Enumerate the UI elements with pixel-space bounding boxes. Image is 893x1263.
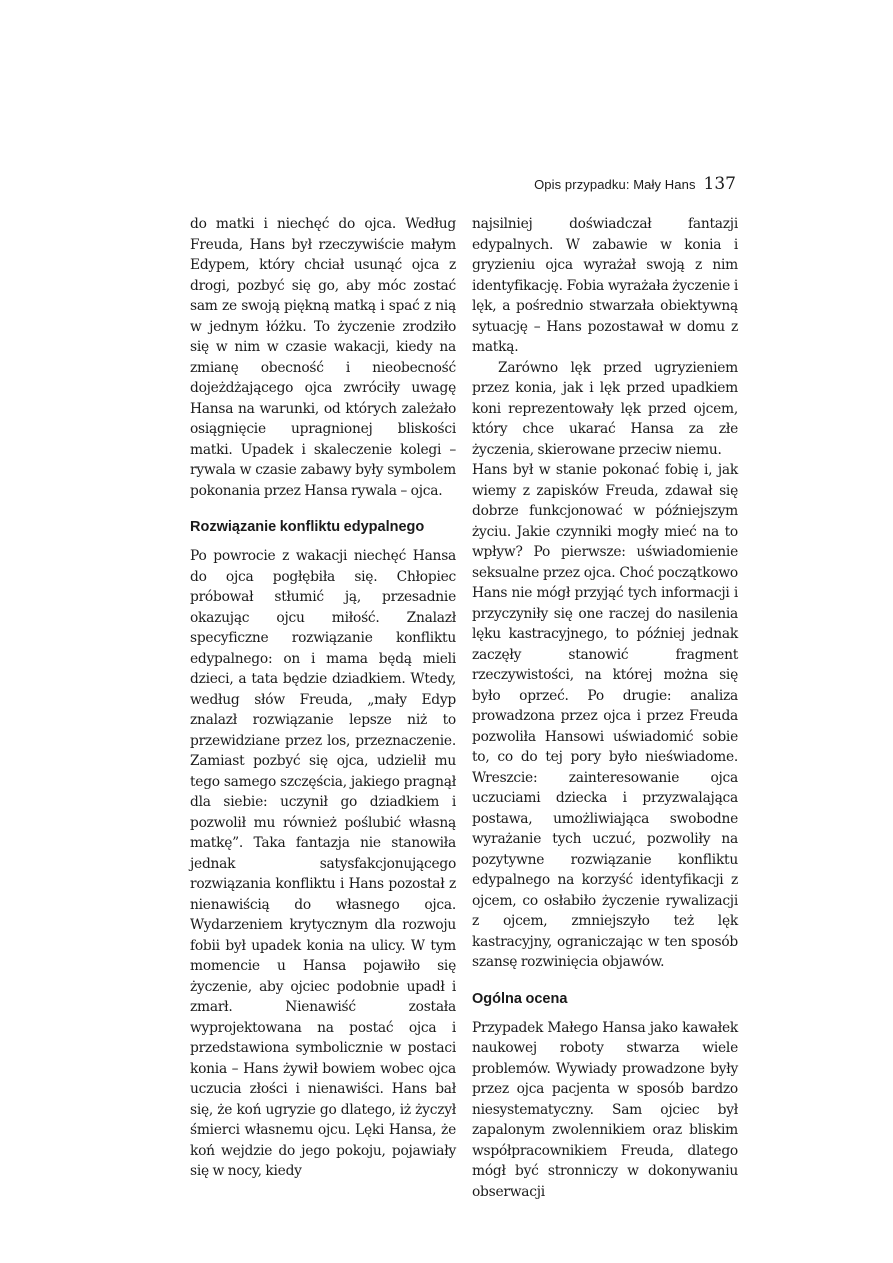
left-column [190, 214, 456, 1182]
paragraph: Po powrocie z wakacji niechęć Hansa do ojca pogłębiła się. Chłopiec próbował stłumić ją, przesadnie okazując ojcu miłość. Znalazł specyficzne rozwiązanie konfliktu edypalnego: on i mama będą mieli dzieci, a tata będzie dziadkiem. Wtedy, według słów Freuda, „mały Edyp znalazł rozwiązanie lepsze niż to przewidziane przez los, przeznaczenie. Zamiast pozbyć się ojca, udzielił mu tego samego szczęścia, jakiego pragnął dla siebie: uczynił go dziadkiem i pozwolił mu również poślubić własną matkę”. Taka fantazja nie stanowiła jednak satysfakcjonującego rozwiązania konfliktu i Hans pozostał z nienawiścią do własnego ojca. Wydarzeniem krytycznym dla rozwoju fobii był upadek konia na ulicy. W tym momencie u Hansa pojawiło się życzenie, aby ojciec podobnie upadł i zmarł. Nienawiść została wyprojektowana na postać ojca i przedstawiona symbolicznie w postaci konia – Hans żywił bowiem wobec ojca uczucia złości i nienawiści. Hans bał się, że koń ugryzie go dlatego, iż życzył śmierci własnemu ojcu. Lęki Hansa, że koń wejdzie do jego pokoju, pojawiały się w nocy, kiedy [190, 548, 456, 1179]
running-title: Opis przypadku: Mały Hans [534, 177, 696, 192]
paragraph: Przypadek Małego Hansa jako kawałek naukowej roboty stwarza wiele problemów. Wywiady prowadzone były przez ojca pacjenta w sposób bardzo niesystematyczny. Sam ojciec był zapalonym zwolennikiem oraz bliskim współpracownikiem Freuda, dlatego mógł być stronniczy w dokonywaniu obserwacji [472, 1019, 738, 1200]
paragraph: Zarówno lęk przed ugryzieniem przez konia, jak i lęk przed upadkiem koni reprezentowały lęk przed ojcem, który chce ukarać Hansa za złe życzenia, skierowane przeciw niemu. [472, 359, 738, 458]
paragraph: najsilniej doświadczał fantazji edypalnych. W zabawie w konia i gryzieniu ojca wyrażał swoją z nim identyfikację. Fobia wyrażała życzenie i lęk, a pośrednio stwarzała obiektywną sytuację – Hans pozostawał w domu z matką. [472, 216, 738, 355]
right-column [472, 214, 738, 1202]
section-heading: Rozwiązanie konfliktu edypalnego [190, 519, 425, 535]
section-heading: Ogólna ocena [472, 990, 568, 1007]
page-number: 137 [703, 174, 736, 194]
paragraph: Hans był w stanie pokonać fobię i, jak wiemy z zapisków Freuda, zdawał się dobrze funkcjonować w późniejszym życiu. Jakie czynniki mogły mieć na to wpływ? Po pierwsze: uświadomienie seksualne przez ojca. Choć początkowo Hans nie mógł przyjąć tych informacji i przyczyniły się one raczej do nasilenia lęku kastracyjnego, to później jednak zaczęły stanowić fragment rzeczywistości, na której można się było oprzeć. Po drugie: analiza prowadzona przez ojca i przez Freuda pozwoliła Hansowi uświadomić sobie to, co do tej pory było nieświadome. Wreszcie: zainteresowanie ojca uczuciami dziecka i przyzwalająca postawa, umożliwiająca swobodne wyrażanie tych uczuć, pozwoliły na pozytywne rozwiązanie konfliktu edypalnego na korzyść identyfikacji z ojcem, co osłabiło życzenie rywalizacji z ojcem, zmniejszyło też lęk kastracyjny, ograniczając w ten sposób szansę rozwinięcia objawów. [472, 462, 738, 970]
paragraph: do matki i niechęć do ojca. Według Freuda, Hans był rzeczywiście małym Edypem, który chciał usunąć ojca z drogi, pozbyć się go, aby móc zostać sam ze swoją piękną matką i spać z nią w jednym łóżku. To życzenie zrodziło się w nim w czasie wakacji, kiedy na zmianę obecność i nieobecność dojeżdżającego ojca zwróciły uwagę Hansa na warunki, od których zależało osiągnięcie upragnionej bliskości matki. Upadek i skaleczenie kolegi – rywala w czasie zabawy były symbolem pokonania przez Hansa rywala – ojca. [190, 216, 456, 499]
running-head [534, 174, 736, 194]
